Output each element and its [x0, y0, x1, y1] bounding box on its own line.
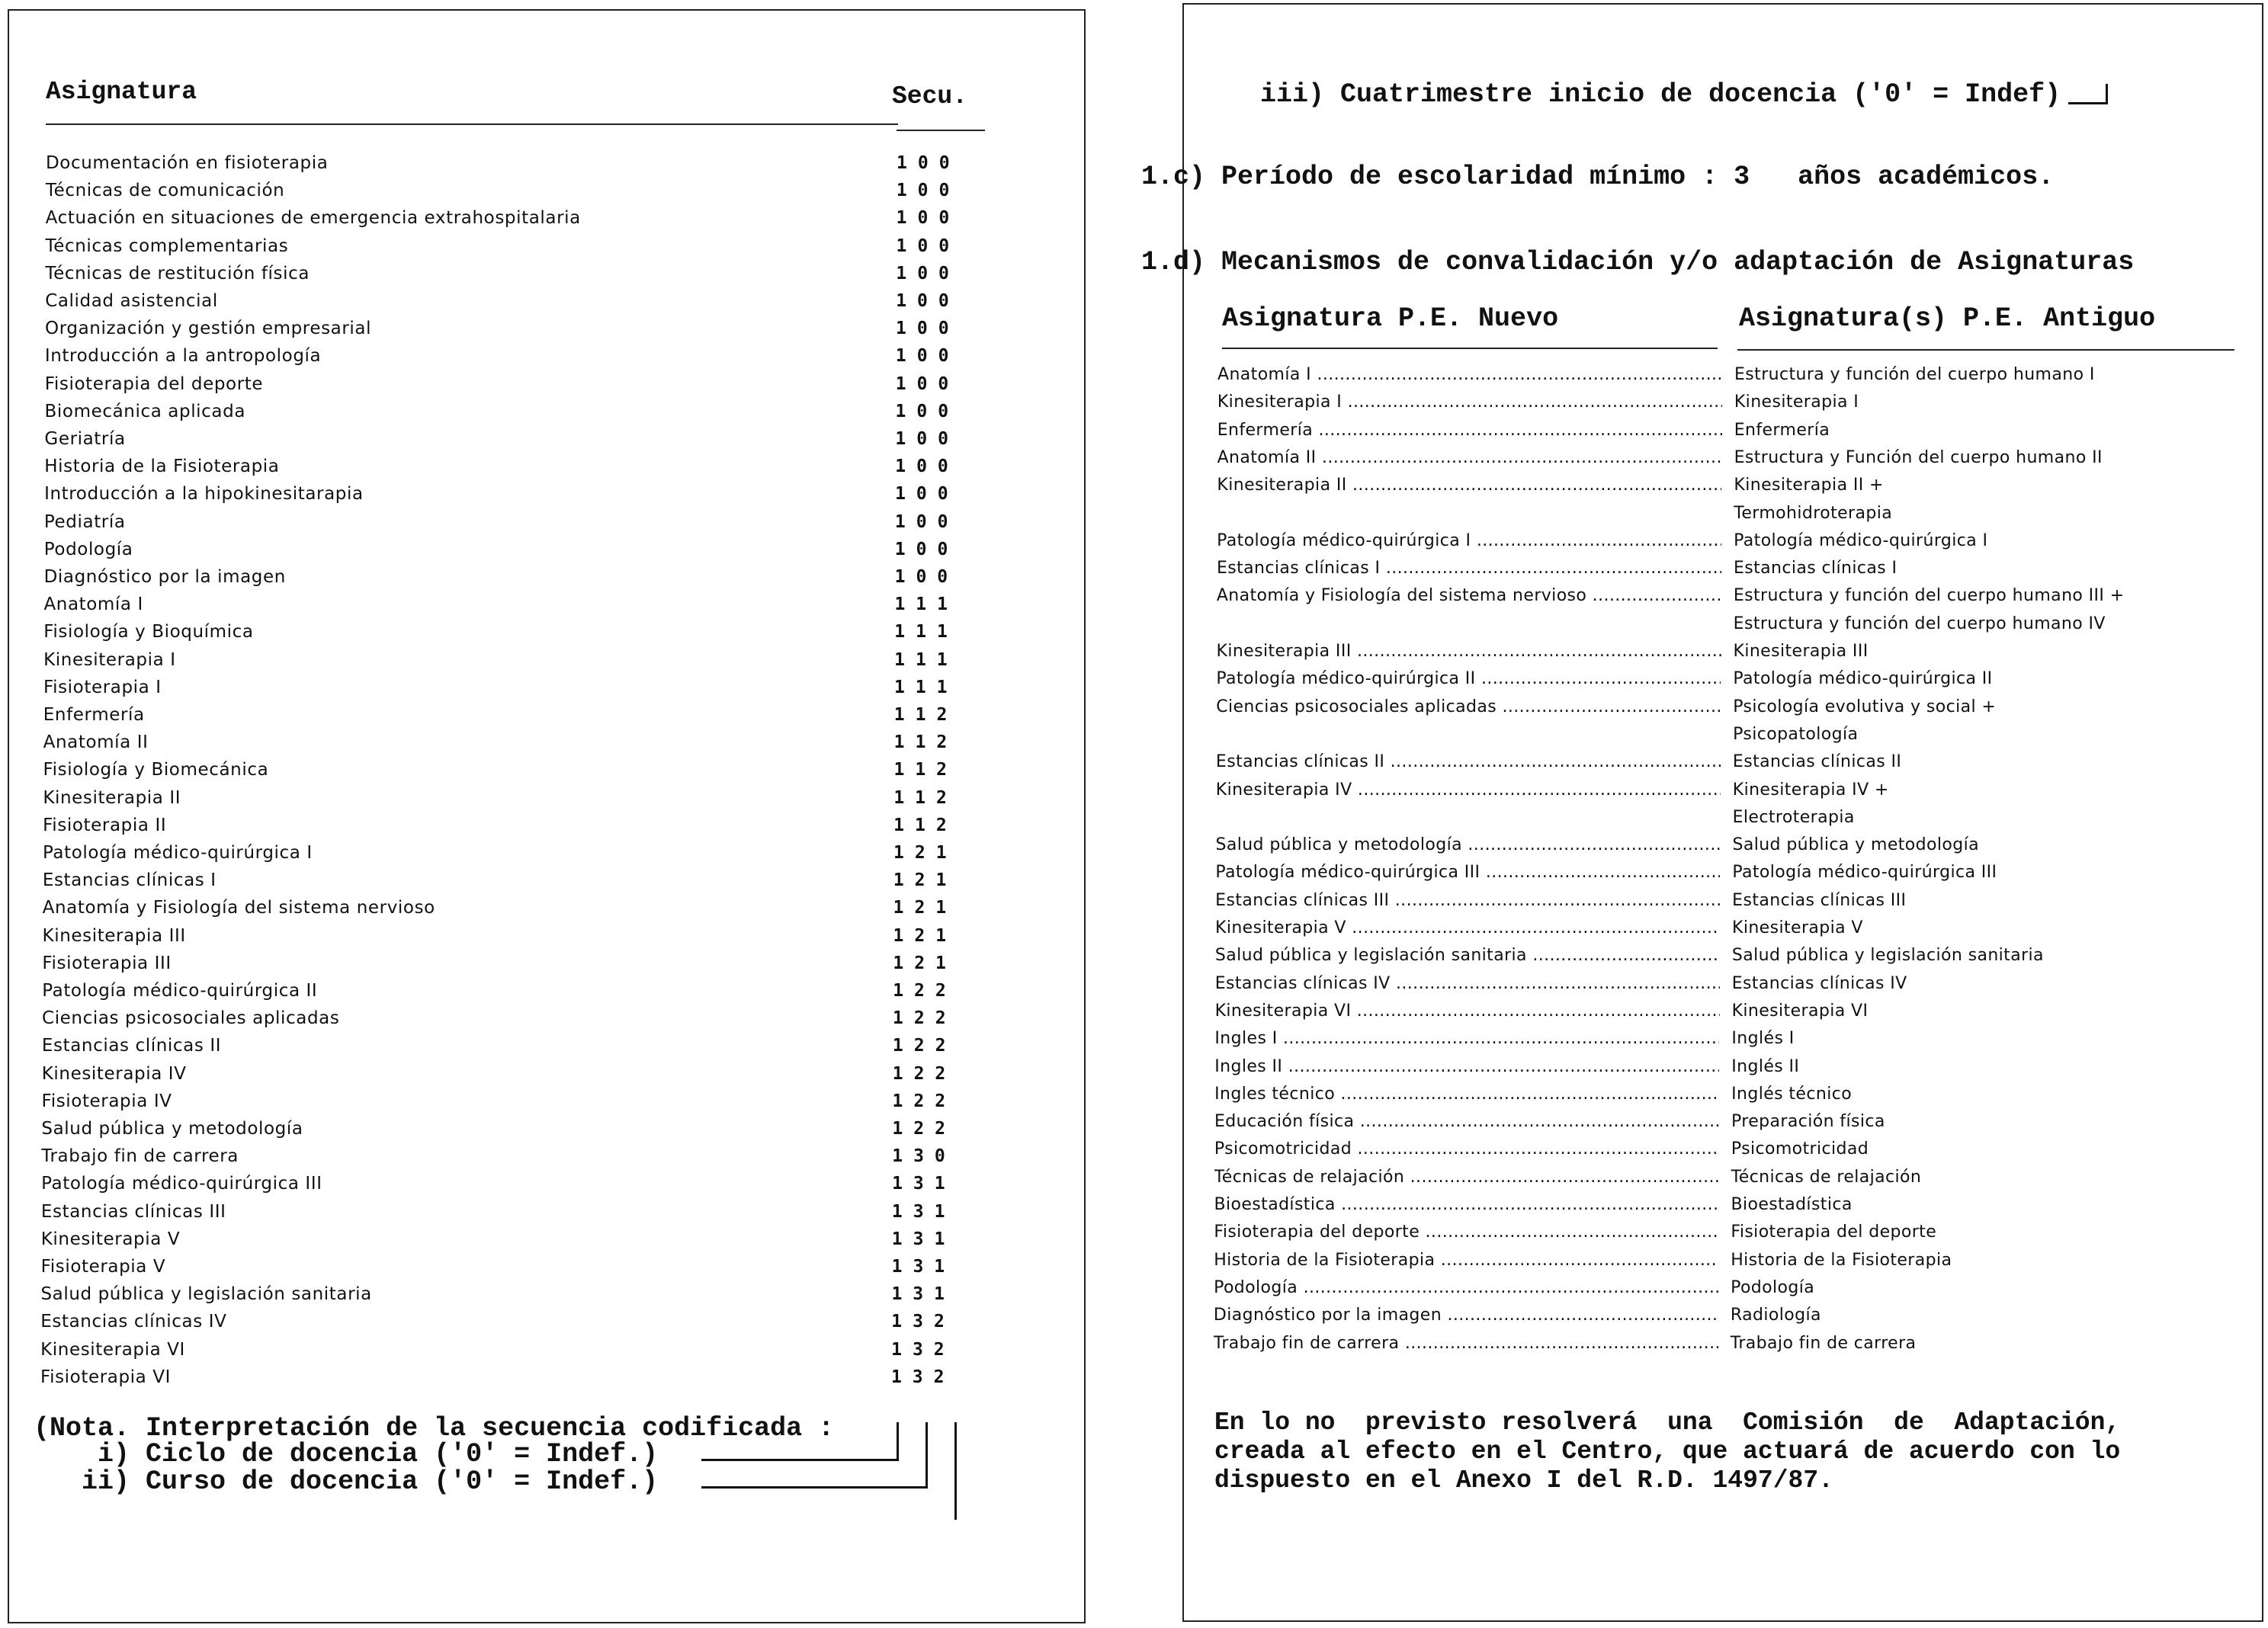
sequence-code: 112 — [893, 760, 958, 780]
sequence-code: 131 — [892, 1174, 956, 1194]
old-plan-subject: Estructura y función del cuerpo humano III + — [1733, 586, 2125, 606]
old-plan-subject: Salud pública y metodología — [1732, 835, 1980, 855]
new-plan-subject: Estancias clínicas III ..... — [1215, 887, 1720, 915]
right-page — [1141, 3, 2263, 1622]
sequence-code: 111 — [894, 649, 958, 670]
sequence-code: 132 — [891, 1312, 955, 1332]
note-line-2: i) Ciclo de docencia ('0' = Indef.) — [34, 1439, 659, 1469]
subject-row — [9, 895, 1076, 921]
subject-row — [9, 1199, 1076, 1225]
new-plan-subject: Trabajo fin de carrera ..... — [1214, 1330, 1718, 1357]
subject-row — [9, 453, 1076, 479]
subject-name: Ciencias psicosociales aplicadas — [42, 1008, 340, 1029]
subject-name: Fisioterapia V — [40, 1257, 166, 1277]
sequence-code: 122 — [892, 1036, 957, 1056]
subject-name: Historia de la Fisioterapia — [44, 457, 280, 477]
convalidation-row — [1215, 915, 2252, 942]
subject-name: Kinesiterapia II — [43, 787, 181, 808]
sequence-code: 131 — [891, 1257, 956, 1277]
old-plan-subject: Termohidroterapia — [1734, 503, 1893, 523]
sequence-code: 100 — [895, 346, 960, 367]
convalidation-row — [1217, 361, 2254, 389]
subject-row — [9, 371, 1076, 397]
old-plan-subject: Patología médico-quirúrgica II — [1733, 669, 1993, 689]
old-plan-subject: Kinesiterapia IV + — [1732, 780, 1889, 800]
old-plan-subject: Estructura y Función del cuerpo humano II — [1734, 447, 2103, 467]
old-plan-subject: Estancias clínicas IV — [1731, 973, 1907, 993]
sequence-code: 121 — [893, 870, 958, 891]
convalidation-row — [1217, 472, 2254, 499]
new-plan-subject: Bioestadística ..... — [1214, 1191, 1719, 1219]
sequence-code: 100 — [895, 401, 960, 421]
subject-row — [9, 205, 1076, 231]
new-plan-subject: Ingles I ..... — [1214, 1025, 1719, 1053]
subject-row — [9, 509, 1076, 535]
subject-row — [9, 564, 1076, 590]
bracket-ii-horizontal — [701, 1486, 927, 1489]
convalidation-row — [1217, 638, 2254, 665]
old-plan-subject: Fisioterapia del deporte — [1731, 1223, 1937, 1242]
subject-row — [9, 702, 1076, 728]
new-plan-subject: Anatomía I ..... — [1217, 361, 1722, 389]
note-line-3: ii) Curso de docencia ('0' = Indef.) — [34, 1466, 659, 1497]
convalidation-row — [1217, 444, 2254, 472]
sequence-code: 100 — [895, 373, 960, 394]
old-plan-subject: Preparación física — [1731, 1112, 1885, 1132]
iii-semester-line: iii) Cuatrimestre inicio de docencia ('0' = Indef) — [1260, 79, 2061, 110]
new-plan-subject: Ingles técnico ..... — [1214, 1081, 1719, 1108]
new-plan-subject: Anatomía y Fisiología del sistema nervioso ..... — [1217, 582, 1721, 610]
new-plan-subject: Kinesiterapia I ..... — [1217, 389, 1722, 416]
new-plan-subject: Salud pública y metodología ..... — [1215, 832, 1720, 859]
old-plan-subject: Patología médico-quirúrgica III — [1732, 863, 1997, 883]
subject-row — [9, 647, 1076, 673]
new-plan-subject: Fisioterapia del deporte ..... — [1214, 1219, 1718, 1246]
old-plan-subject: Electroterapia — [1732, 807, 1855, 827]
subject-row — [9, 978, 1076, 1004]
subject-name: Diagnóstico por la imagen — [43, 567, 286, 587]
new-plan-subject: Diagnóstico por la imagen ..... — [1214, 1302, 1718, 1329]
subject-row — [9, 867, 1076, 893]
subject-row — [9, 233, 1076, 259]
new-plan-subject: Podología ..... — [1214, 1274, 1718, 1302]
subject-name: Fisioterapia I — [43, 677, 162, 697]
sequence-code: 112 — [893, 787, 958, 808]
old-plan-subject: Estructura y función del cuerpo humano I — [1734, 365, 2095, 384]
subject-row — [9, 399, 1076, 425]
new-plan-subject: Kinesiterapia V ..... — [1215, 915, 1720, 942]
subject-name: Kinesiterapia VI — [40, 1339, 185, 1360]
sequence-code: 100 — [896, 181, 961, 201]
subject-row — [9, 591, 1076, 617]
subject-row — [9, 1033, 1076, 1059]
subject-name: Estancias clínicas I — [42, 870, 217, 891]
old-plan-subject: Salud pública y legislación sanitaria — [1731, 946, 2044, 966]
old-plan-subject: Kinesiterapia III — [1733, 642, 1869, 661]
new-plan-subject: Estancias clínicas I ..... — [1217, 555, 1721, 582]
sequence-code: 100 — [896, 208, 961, 229]
closing-paragraph-line-3: dispuesto en el Anexo I del R.D. 1497/87. — [1214, 1466, 1833, 1495]
convalidation-row — [1214, 1191, 2251, 1219]
convalidation-row — [1217, 389, 2254, 416]
old-plan-subject: Podología — [1731, 1277, 1815, 1297]
subject-row — [9, 923, 1076, 949]
old-plan-subject: Inglés I — [1731, 1029, 1795, 1049]
subject-name: Anatomía y Fisiología del sistema nervioso — [42, 898, 435, 918]
sequence-code: 100 — [895, 457, 959, 477]
subject-name: Kinesiterapia III — [42, 925, 186, 946]
convalidation-row — [1216, 748, 2253, 776]
subject-name: Introducción a la hipokinesitarapia — [44, 484, 364, 505]
subject-row — [9, 1254, 1076, 1280]
sequence-code: 121 — [893, 953, 957, 973]
subject-name: Estancias clínicas III — [40, 1201, 226, 1222]
sequence-code: 112 — [893, 705, 958, 725]
sequence-code: 132 — [890, 1367, 955, 1387]
subject-row — [9, 178, 1076, 204]
sequence-code: 100 — [895, 484, 959, 505]
old-plan-subject: Radiología — [1730, 1306, 1821, 1325]
convalidation-row — [1214, 1081, 2251, 1108]
sequence-code: 121 — [893, 925, 958, 946]
subject-name: Fisioterapia VI — [40, 1367, 171, 1387]
new-plan-subject: Estancias clínicas II ..... — [1216, 748, 1721, 776]
convalidation-row — [1214, 1330, 2250, 1357]
old-plan-subject: Inglés técnico — [1731, 1084, 1853, 1104]
subject-row — [9, 261, 1076, 287]
new-plan-subject: Anatomía II ..... — [1217, 444, 1722, 472]
subject-name: Enfermería — [43, 705, 145, 725]
convalidation-row — [1214, 1274, 2250, 1302]
subject-name: Anatomía I — [43, 594, 143, 615]
convalidation-row — [1217, 555, 2254, 582]
convalidation-table — [1213, 5, 2254, 1376]
convalidation-row — [1214, 1302, 2250, 1329]
sequence-code: 122 — [892, 1091, 957, 1111]
subject-row — [9, 1116, 1076, 1142]
convalidation-row — [1214, 1136, 2251, 1163]
subject-column-header: Asignatura — [46, 78, 197, 106]
subject-row — [9, 950, 1076, 976]
sequence-code: 100 — [894, 567, 959, 587]
sequence-code: 131 — [891, 1229, 956, 1249]
old-plan-subject: Kinesiterapia V — [1732, 918, 1863, 937]
sequence-code: 100 — [894, 511, 959, 532]
convalidation-row — [1214, 1053, 2251, 1081]
minimum-schooling-line: 1.c) Período de escolaridad mínimo : 3 años académicos. — [1141, 162, 2055, 192]
bracket-i-vertical — [897, 1422, 899, 1461]
subject-name: Podología — [43, 539, 133, 559]
bracket-ii-vertical — [925, 1422, 928, 1489]
new-plan-column-header: Asignatura P.E. Nuevo — [1222, 303, 1559, 334]
old-plan-subject: Estancias clínicas II — [1732, 752, 1902, 772]
subject-name: Geriatría — [44, 429, 126, 449]
subject-row — [9, 1337, 1076, 1363]
new-plan-subject: Kinesiterapia VI ..... — [1215, 998, 1720, 1025]
convalidation-row — [1217, 500, 2254, 527]
old-plan-subject: Psicopatología — [1733, 724, 1859, 744]
new-plan-subject: Patología médico-quirúrgica II ..... — [1216, 665, 1721, 693]
old-plan-subject: Psicología evolutiva y social + — [1733, 697, 1997, 716]
sequence-code: 122 — [893, 1008, 957, 1029]
sequence-code: 122 — [892, 1119, 956, 1139]
sequence-code: 112 — [893, 732, 958, 753]
subject-name: Pediatría — [43, 511, 126, 532]
convalidation-row — [1216, 694, 2253, 721]
sequence-code: 112 — [893, 815, 958, 835]
subject-name: Fisioterapia IV — [41, 1091, 172, 1111]
subject-name: Estancias clínicas II — [41, 1036, 222, 1056]
subject-row — [9, 426, 1076, 452]
subject-row — [9, 1005, 1076, 1031]
old-plan-subject: Kinesiterapia I — [1734, 393, 1859, 412]
sequence-code: 122 — [893, 981, 957, 1001]
subject-row — [9, 150, 1076, 176]
new-plan-subject: Estancias clínicas IV ..... — [1215, 970, 1720, 998]
subject-name: Organización y gestión empresarial — [45, 319, 372, 339]
sequence-code: 100 — [896, 291, 960, 311]
sequence-column-header: Secu. — [892, 82, 968, 111]
sequence-code: 130 — [892, 1146, 956, 1167]
subject-name: Técnicas de comunicación — [45, 181, 285, 201]
old-plan-subject: Psicomotricidad — [1731, 1139, 1869, 1159]
subject-list — [9, 11, 1076, 1387]
sequence-code: 111 — [893, 677, 958, 697]
convalidation-row — [1214, 1219, 2250, 1246]
sequence-code: 100 — [896, 236, 961, 256]
subject-name: Kinesiterapia IV — [41, 1063, 187, 1084]
subject-row — [9, 812, 1076, 838]
subject-name: Kinesiterapia I — [43, 649, 176, 670]
subject-row — [9, 1061, 1076, 1087]
subject-row — [9, 840, 1076, 866]
subject-name: Fisioterapia del deporte — [44, 373, 264, 394]
old-plan-subject: Bioestadística — [1731, 1195, 1853, 1214]
subject-name: Patología médico-quirúrgica I — [43, 843, 313, 863]
old-plan-subject: Inglés II — [1731, 1056, 1800, 1076]
subject-name: Actuación en situaciones de emergencia extrahospitalaria — [45, 208, 581, 229]
bracket-iii-vertical — [954, 1422, 957, 1520]
convalidation-row — [1217, 610, 2254, 638]
new-plan-subject: Psicomotricidad ..... — [1214, 1136, 1719, 1163]
old-plan-subject: Estancias clínicas III — [1732, 890, 1907, 910]
subject-name: Estancias clínicas IV — [40, 1312, 227, 1332]
convalidation-row — [1215, 970, 2252, 998]
sequence-code: 131 — [891, 1284, 955, 1305]
new-plan-subject: Historia de la Fisioterapia ..... — [1214, 1247, 1718, 1274]
subject-name: Técnicas de restitución física — [45, 263, 310, 284]
closing-paragraph-line-2: creada al efecto en el Centro, que actuará de acuerdo con lo — [1214, 1437, 2121, 1466]
old-plan-subject: Patología médico-quirúrgica I — [1734, 530, 1988, 550]
convalidation-row — [1214, 1247, 2250, 1274]
subject-row — [9, 619, 1076, 645]
convalidation-row — [1215, 887, 2252, 915]
sequence-code: 121 — [893, 843, 958, 863]
convalidation-row — [1216, 665, 2253, 693]
subject-name: Salud pública y legislación sanitaria — [40, 1284, 372, 1305]
convalidation-row — [1215, 859, 2252, 886]
new-plan-subject: Ciencias psicosociales aplicadas ..... — [1216, 694, 1721, 721]
subject-row — [9, 729, 1076, 755]
closing-paragraph-line-1: En lo no previsto resolverá una Comisión de Adaptación, — [1214, 1408, 2121, 1437]
convalidation-row — [1216, 777, 2253, 804]
subject-row — [9, 1143, 1076, 1169]
subject-name: Calidad asistencial — [45, 291, 218, 311]
subject-name: Fisiología y Bioquímica — [43, 622, 254, 643]
old-plan-subject: Enfermería — [1734, 420, 1830, 440]
convalidation-row — [1216, 721, 2253, 748]
sequence-code: 100 — [896, 263, 960, 284]
convalidation-row — [1217, 582, 2254, 610]
convalidation-heading: 1.d) Mecanismos de convalidación y/o adaptación de Asignaturas — [1141, 247, 2135, 277]
subject-row — [9, 316, 1076, 341]
convalidation-row — [1215, 998, 2252, 1025]
subject-row — [9, 675, 1076, 700]
sequence-code: 100 — [895, 429, 959, 449]
subject-row — [9, 1309, 1076, 1335]
left-page — [8, 9, 1086, 1623]
convalidation-row — [1215, 832, 2252, 859]
sequence-code: 100 — [896, 319, 960, 339]
subject-row — [9, 1281, 1076, 1307]
new-plan-subject: Salud pública y legislación sanitaria ..... — [1215, 942, 1720, 969]
sequence-code: 122 — [892, 1063, 957, 1084]
subject-row — [9, 1226, 1076, 1252]
new-plan-subject: Patología médico-quirúrgica III ..... — [1215, 859, 1720, 886]
sequence-code: 131 — [891, 1201, 956, 1222]
subject-name: Técnicas complementarias — [45, 236, 289, 256]
subject-row — [9, 537, 1076, 562]
convalidation-row — [1214, 1164, 2251, 1191]
old-plan-subject: Trabajo fin de carrera — [1730, 1333, 1917, 1353]
convalidation-row — [1215, 942, 2252, 969]
convalidation-row — [1214, 1025, 2251, 1053]
convalidation-row — [1217, 417, 2254, 444]
new-plan-subject: Educación física ..... — [1214, 1108, 1719, 1136]
new-plan-subject: Kinesiterapia II ..... — [1217, 472, 1721, 499]
sequence-code: 111 — [894, 622, 958, 643]
sequence-code: 132 — [891, 1339, 955, 1360]
subject-name: Introducción a la antropología — [44, 346, 322, 367]
old-plan-subject: Técnicas de relajación — [1731, 1167, 1922, 1187]
convalidation-row — [1214, 1108, 2251, 1136]
subject-row — [9, 288, 1076, 314]
subject-row — [9, 1171, 1076, 1197]
subject-name: Fisioterapia II — [43, 815, 167, 835]
subject-name: Anatomía II — [43, 732, 149, 753]
subject-name: Salud pública y metodología — [41, 1119, 303, 1139]
subject-row — [9, 1088, 1076, 1114]
sequence-code: 111 — [894, 594, 958, 615]
subject-name: Fisiología y Biomecánica — [43, 760, 269, 780]
subject-row — [9, 1364, 1076, 1390]
sequence-code: 100 — [894, 539, 959, 559]
subject-name: Documentación en fisioterapia — [46, 153, 329, 173]
subject-name: Trabajo fin de carrera — [41, 1146, 239, 1167]
sequence-code: 100 — [897, 153, 961, 173]
new-plan-subject: Kinesiterapia III ..... — [1217, 638, 1721, 665]
subject-name: Patología médico-quirúrgica II — [42, 981, 318, 1001]
convalidation-row — [1217, 527, 2254, 555]
new-plan-subject: Ingles II ..... — [1214, 1053, 1719, 1081]
bracket-i-horizontal — [701, 1459, 898, 1461]
new-plan-subject: Técnicas de relajación ..... — [1214, 1164, 1719, 1191]
subject-name: Patología médico-quirúrgica III — [41, 1174, 322, 1194]
subject-row — [9, 481, 1076, 507]
old-plan-subject: Historia de la Fisioterapia — [1731, 1250, 1952, 1270]
old-plan-subject: Estancias clínicas I — [1733, 559, 1897, 578]
old-plan-subject: Kinesiterapia II + — [1734, 476, 1884, 495]
subject-name: Kinesiterapia V — [40, 1229, 181, 1249]
subject-name: Fisioterapia III — [42, 953, 172, 973]
new-plan-subject: Enfermería ..... — [1217, 417, 1722, 444]
old-plan-column-header: Asignatura(s) P.E. Antiguo — [1739, 303, 2156, 334]
sequence-code: 121 — [893, 898, 958, 918]
old-plan-subject: Estructura y función del cuerpo humano IV — [1733, 614, 2106, 633]
old-plan-subject: Kinesiterapia VI — [1731, 1001, 1869, 1021]
subject-row — [9, 785, 1076, 811]
subject-row — [9, 343, 1076, 369]
new-plan-subject: Patología médico-quirúrgica I ..... — [1217, 527, 1721, 555]
convalidation-row — [1216, 804, 2253, 832]
new-plan-subject: Kinesiterapia IV ..... — [1216, 777, 1721, 804]
subject-name: Biomecánica aplicada — [44, 401, 246, 421]
note-line-1: (Nota. Interpretación de la secuencia codificada : — [34, 1413, 835, 1444]
subject-row — [9, 757, 1076, 783]
